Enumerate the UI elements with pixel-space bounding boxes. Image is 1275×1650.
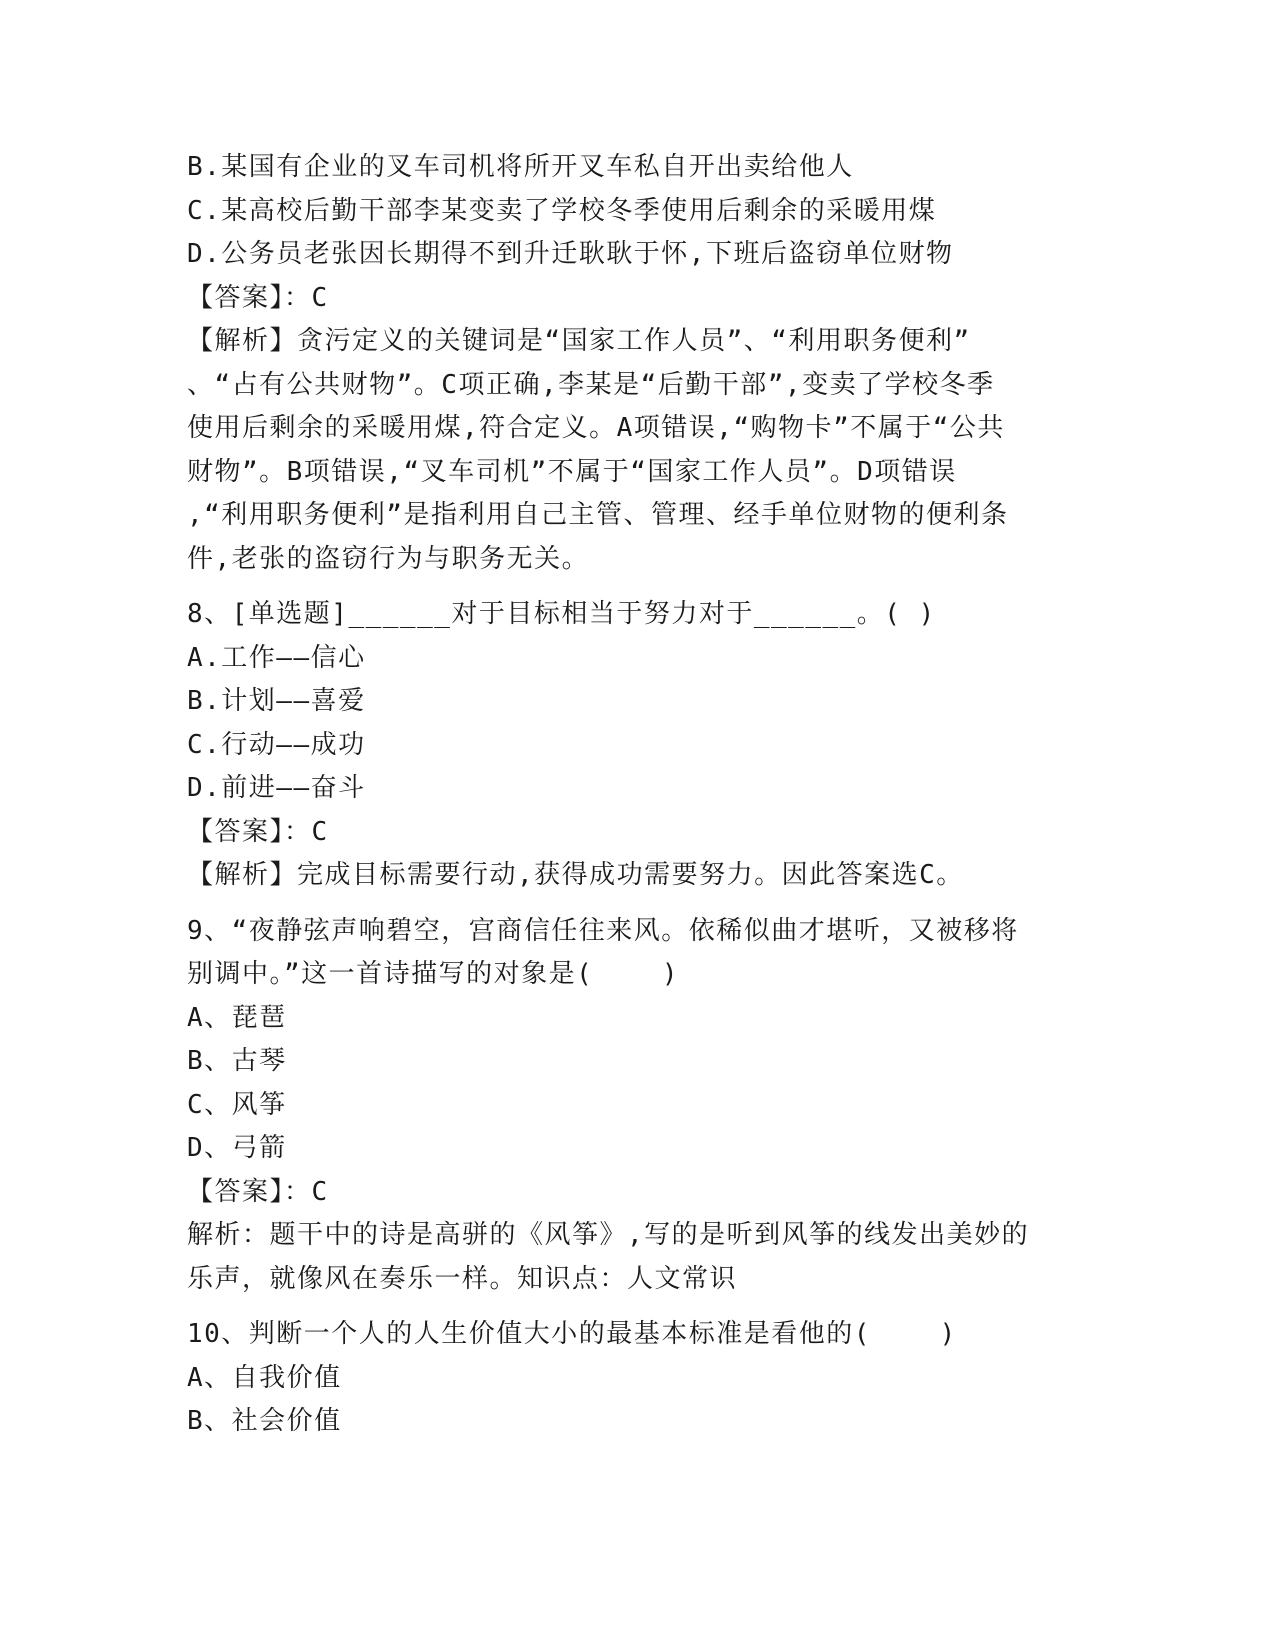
option-c: C.某高校后勤干部李某变卖了学校冬季使用后剩余的采暖用煤: [187, 195, 937, 226]
option-c: C、风筝: [187, 1089, 287, 1120]
option-d: D.前进——奋斗: [187, 773, 366, 803]
answer: 【答案】：C: [187, 1176, 329, 1207]
option-b: B、古琴: [187, 1046, 287, 1076]
option-d: D、弓箭: [187, 1133, 287, 1163]
option-b: B、社会价值: [187, 1406, 342, 1436]
explanation-line: ,“利用职务便利”是指利用自己主管、管理、经手单位财物的便利条: [187, 500, 1009, 530]
question-10: [187, 1313, 1087, 1444]
question-stem: 10、判断一个人的人生价值大小的最基本标准是看他的( ): [187, 1319, 957, 1349]
explanation-line: 件,老张的盗窃行为与职务无关。: [187, 543, 590, 574]
option-b: B.某国有企业的叉车司机将所开叉车私自开出卖给他人: [187, 152, 854, 182]
option-a: A、琵琶: [187, 1002, 287, 1033]
question-8: [187, 593, 1087, 898]
question-stem: 别调中。”这一首诗描写的对象是( ): [187, 959, 680, 989]
explanation-line: 、“占有公共财物”。C项正确,李某是“后勤干部”,变卖了学校冬季: [187, 369, 995, 400]
option-a: A、自我价值: [187, 1362, 342, 1393]
explanation-line: 【解析】完成目标需要行动,获得成功需要努力。因此答案选C。: [187, 860, 964, 890]
explanation-line: 解析：题干中的诗是高骈的《风筝》,写的是听到风筝的线发出美妙的: [187, 1220, 1030, 1250]
option-a: A.工作——信心: [187, 642, 366, 673]
question-stem: 9、“夜静弦声响碧空，宫商信任往来风。依稀似曲才堪听，又被移将: [187, 915, 1019, 946]
explanation-line: 【解析】贪污定义的关键词是“国家工作人员”、“利用职务便利”: [187, 326, 971, 356]
option-b: B.计划——喜爱: [187, 686, 366, 716]
option-c: C.行动——成功: [187, 729, 366, 760]
document-page: [187, 146, 1087, 1444]
answer: 【答案】：C: [187, 282, 329, 313]
question-9: [187, 910, 1087, 1302]
option-d: D.公务员老张因长期得不到升迁耿耿于怀,下班后盗窃单位财物: [187, 239, 954, 269]
explanation-line: 乐声，就像风在奏乐一样。知识点：人文常识: [187, 1263, 738, 1294]
question-stem: 8、[单选题]______对于目标相当于努力对于______。( ): [187, 599, 936, 629]
explanation-line: 财物”。B项错误,“叉车司机”不属于“国家工作人员”。D项错误: [187, 456, 957, 487]
question-7-continued: [187, 146, 1087, 581]
answer: 【答案】：C: [187, 816, 329, 847]
explanation-line: 使用后剩余的采暖用煤,符合定义。A项错误,“购物卡”不属于“公共: [187, 413, 1005, 443]
